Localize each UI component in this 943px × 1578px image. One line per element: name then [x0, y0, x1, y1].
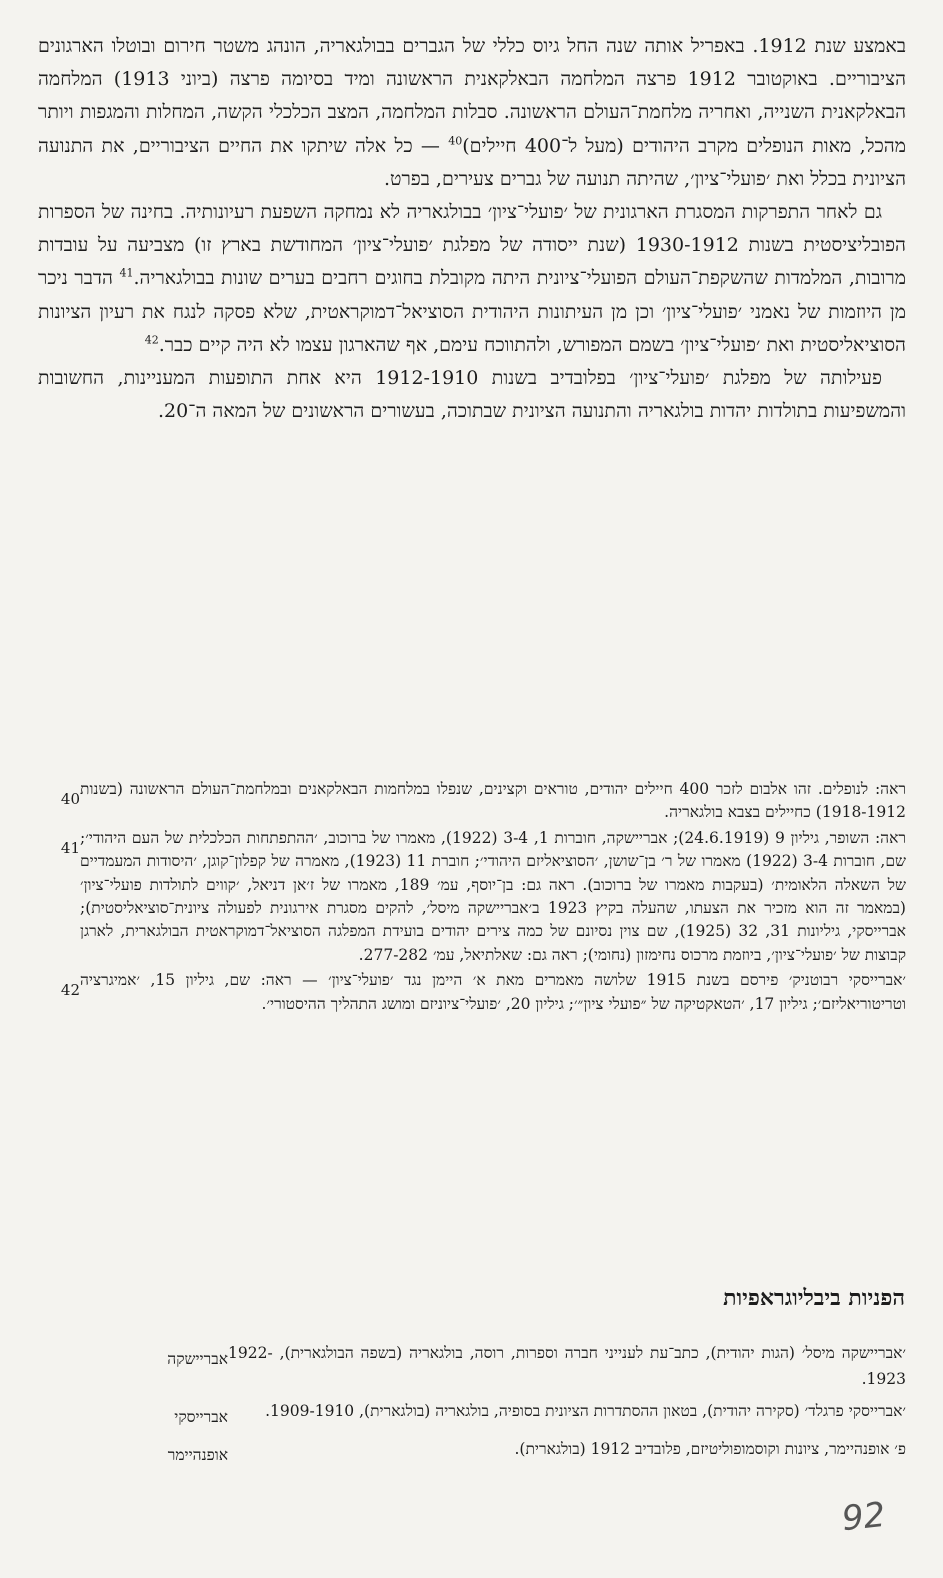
- footnote-ref-40[interactable]: 40: [448, 134, 463, 148]
- footnote: [38, 969, 906, 1016]
- footnote: [38, 827, 906, 967]
- footnote-text: ראה: לנופלים. זהו אלבום לזכר 400 חיילים יהודים, טוראים וקצינים, שנפלו במלחמות הבאלקאנים ובמלחמת־העולם הראשונה (בשנות 1918-1912) כחיילים בצבא בולגאריה.: [80, 780, 907, 822]
- bibliography-key: אברייסקי: [174, 1408, 228, 1426]
- paragraph-3: פעילותה של מפלגת ׳פועלי־ציון׳ בפלובדיב בשנות 1912-1910 היא אחת התופעות המעניינות, החשובות והמשפיעות בתולדות יהדות בולגאריה והתנועה הציונית שבתוכה, בעשורים הראשונים של המאה ה־20.: [38, 367, 906, 423]
- main-text: [38, 30, 906, 428]
- bibliography-heading: הפניות ביבליוגראפיות: [723, 1285, 905, 1311]
- bibliography-key: אופנהיימר: [167, 1446, 228, 1464]
- footnotes: [38, 778, 906, 1018]
- paragraph-1: באמצע שנת 1912. באפריל אותה שנה החל גיוס כללי של הגברים בבולגאריה, הונהג משטר חירום ובוטלו הארגונים הציבוריים. באוקטובר 1912 פרצה המלחמה הבאלקאנית הראשונה ומיד בסיומה פרצה (ביוני 1913) המלחמה הבאלקאנית השנייה, ואחריה מלחמת־העולם הראשונה. סבלות המלחמה, המצב הכלכלי הקשה, המחלות והמגפות ויותר מהכל, מאות הנופלים מקרב היהודים (מעל ל־400 חיילים)$^{40}$ — כל אלה שיתקו את החיים הציבוריים, את התנועה הציונית בכלל ואת ׳פועלי־ציון׳, שהיתה תנועה של גברים צעירים, בפרט.: [38, 35, 906, 190]
- footnote-text: ׳אברייסקי רבוטניק׳ פירסם בשנת 1915 שלושה מאמרים מאת א׳ היימן נגד ׳פועלי־ציון׳ — ראה: שם, גיליון 15, ׳אמיגרציה וטריטוריאליזם׳; גיליון 17, ׳הטאקטיקה של ״פועלי ציון״׳; גיליון 20, ׳פועלי־ציוניזם ומושג התהליך ההיסטורי׳.: [80, 971, 906, 1013]
- footnote-number: 40: [60, 790, 80, 808]
- paragraph-2: גם לאחר התפרקות המסגרת הארגונית של ׳פועלי־ציון׳ בבולגאריה לא נמחקה השפעת רעיונותיה. בחינה של הספרות הפובליציסטית בשנות 1930-1912 (שנת ייסודה של מפלגת ׳פועלי־ציון׳ המחודשת בארץ זו) מצביעה על עובדות מרובות, המלמדות שהשקפת־העולם הפועלי־ציונית היתה מקובלת בחוגים רחבים בערים שונות בבולגאריה.$^{41}$ הדבר ניכר מן היוזמות של נאמני ׳פועלי־ציון׳ וכן מן העיתונות היהודית הסוציאל־דמוקראטית, שלא פסקה לנגח את רעיון הציונות הסוציאליסטית ואת ׳פועלי־ציון׳ בשמם המפורש, ולהתווכח עימם, אף שהארגון עצמו לא היה קיים כבר.$^{42}$: [38, 201, 906, 356]
- footnote-number: 41: [60, 838, 80, 857]
- footnote-number: 42: [60, 981, 80, 1000]
- bibliography-entry: [38, 1398, 906, 1430]
- footnote: [38, 778, 906, 825]
- bibliography-entry: [38, 1436, 906, 1468]
- bibliography-text: ׳אבריישקה מיסל׳ (הגות יהודית), כתב־עת לענייני חברה וספרות, רוסה, בולגאריה (בשפה הבולגארית), 1922-1923.: [228, 1344, 906, 1388]
- footnote-text: ראה: השופר, גיליון 9 (24.6.1919); אבריישקה, חוברות 1, 3-4 (1922), מאמרו של ברוכוב, ׳ההתפתחות הכלכלית של העם היהודי׳; שם, חוברות 3-4 (1922) מאמרו של ר׳ בן־שושן, ׳הסוציאליזם היהודי׳; חוברת 11 (1923), מאמרה של קפלון־קוגן, ׳היסודות המעמדיים של השאלה הלאומית׳ (בעקבות מאמרו של ברוכוב). ראה גם: בן־יוסף, עמ׳ 189, מאמרו של ז׳אן דניאל, ׳קווים לתולדות פועלי־ציון׳ (במאמר זה הוא מזכיר את הצעתו, שהעלה בקיץ 1923 ב׳אבריישקה מיסל׳, להקים מסגרת אירגונית לפעולה ציונית־סוציאליסטית); אברייסקי, גיליונות 31, 32 (1925), שם צוין נסיונם של כמה צירים יהודים בועידת המפלגה הסוציאל־דמוקראטית הבולגארית, לארגן קבוצות של ׳פועלי־ציון׳, ביוזמת מרכוס נחימזון (נחומי); ראה גם: שאלתיאל, עמ׳ 277-282.: [80, 828, 907, 964]
- page-number: 92: [840, 1494, 888, 1540]
- bibliography-entry: [38, 1340, 906, 1392]
- bibliography-key: אבריישקה: [167, 1350, 228, 1368]
- bibliography-list: [38, 1340, 906, 1474]
- bibliography-text: פ׳ אופנהיימר, ציונות וקוסמופוליטיזם, פלובדיב 1912 (בולגארית).: [514, 1440, 906, 1458]
- footnote-ref-42[interactable]: 42: [144, 333, 159, 347]
- bibliography-text: ׳אברייסקי פרגלד׳ (סקירה יהודית), בטאון ההסתדרות הציונית בסופיה, בולגאריה (בולגארית), 1909-1910.: [265, 1402, 906, 1420]
- footnote-ref-41[interactable]: 41: [119, 267, 134, 281]
